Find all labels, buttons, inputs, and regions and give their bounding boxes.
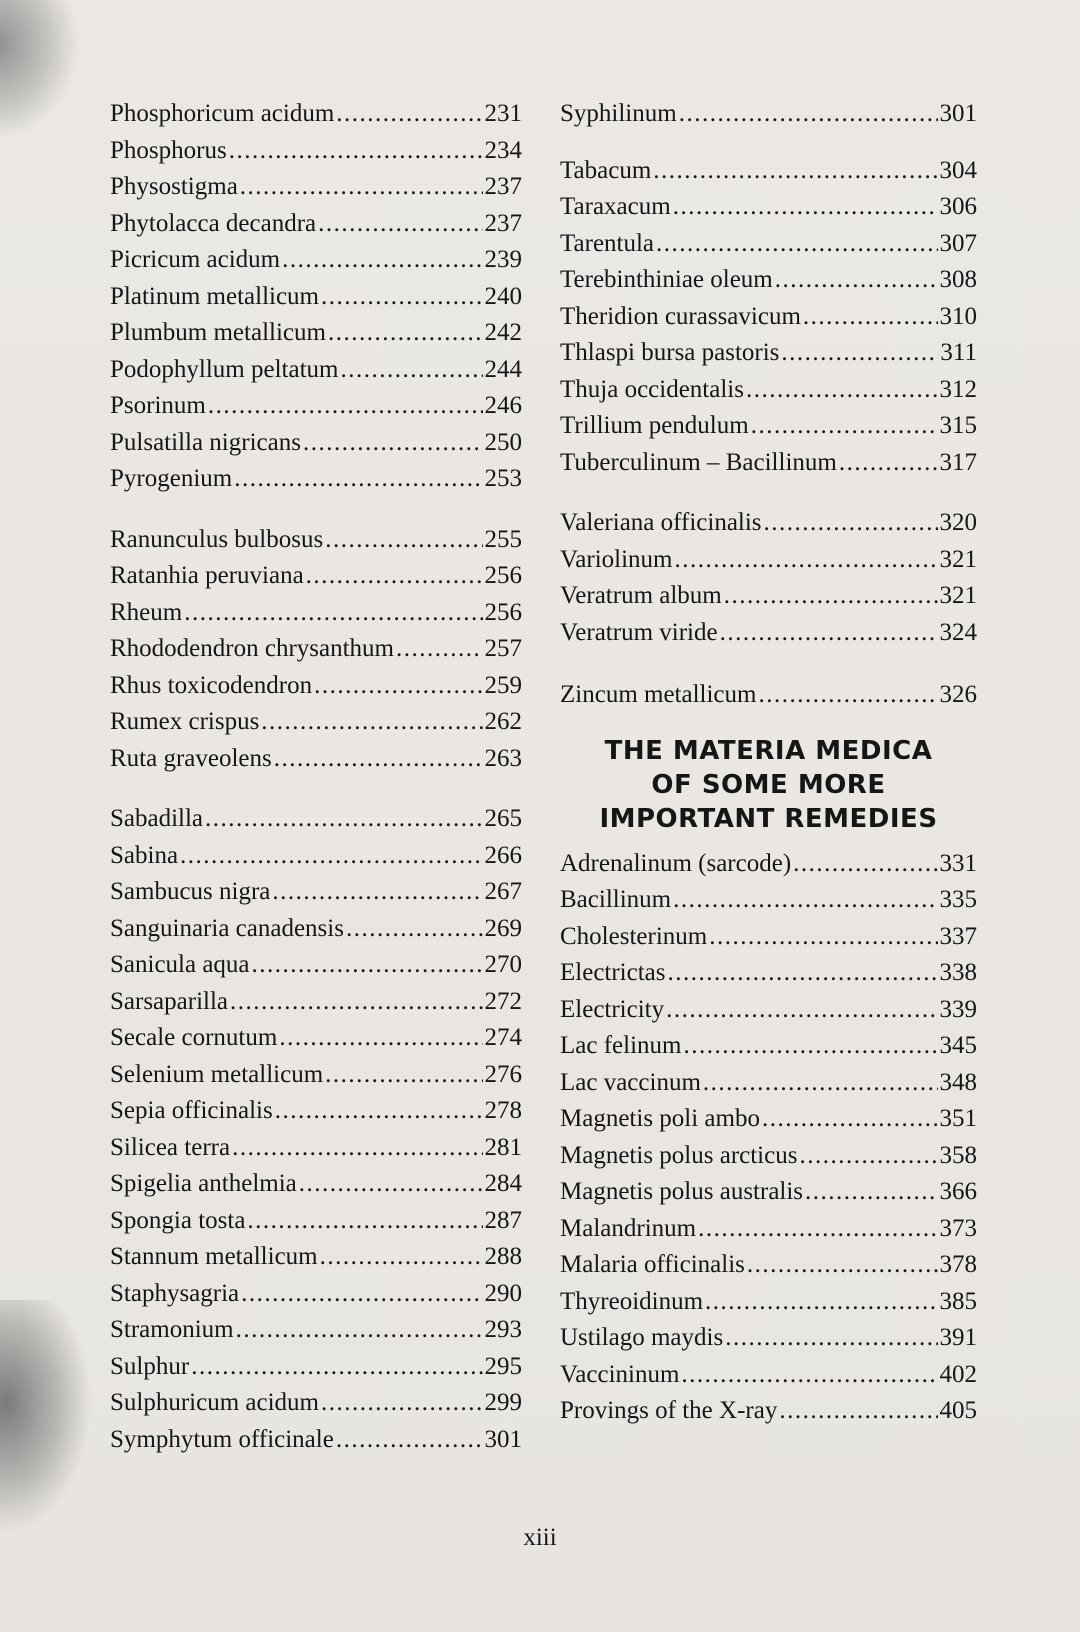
dot-leader — [725, 1320, 937, 1357]
toc-entry-title: Spongia tosta — [110, 1206, 246, 1234]
group-gap — [110, 777, 522, 801]
toc-entry — [560, 1138, 977, 1175]
toc-entry-page-number: 301 — [484, 1425, 522, 1453]
toc-entry-page-number: 257 — [484, 635, 522, 662]
toc-entry-page-number: 256 — [484, 562, 522, 589]
toc-entry-title: Sulphuricum acidum — [110, 1389, 319, 1416]
group-r — [110, 522, 522, 778]
toc-entry-title: Ratanhia peruviana — [110, 562, 304, 589]
contents-left-column — [110, 96, 522, 1458]
dot-leader — [747, 1247, 938, 1284]
toc-entry — [110, 1020, 522, 1057]
toc-entry-page-number: 373 — [939, 1214, 977, 1242]
toc-entry-title: Ustilago maydis — [560, 1324, 724, 1351]
toc-entry-page-number: 385 — [939, 1287, 977, 1315]
group-p — [110, 96, 522, 498]
toc-entry-title: Veratrum viride — [560, 618, 718, 646]
toc-entry-page-number: 339 — [939, 995, 977, 1023]
dot-leader — [805, 1174, 937, 1211]
dot-leader — [396, 631, 483, 668]
toc-entry-page-number: 321 — [939, 582, 977, 609]
toc-entry-title: Bacillinum — [560, 886, 672, 913]
toc-entry-page-number: 265 — [484, 805, 522, 832]
toc-entry — [110, 1422, 522, 1459]
toc-entry-title: Sepia officinalis — [110, 1097, 273, 1124]
toc-entry — [560, 226, 977, 263]
toc-entry — [110, 1130, 522, 1167]
toc-entry-page-number: 338 — [939, 959, 977, 986]
toc-entry-title: Staphysagria — [110, 1279, 240, 1307]
dot-leader — [656, 226, 937, 263]
toc-entry — [110, 984, 522, 1021]
toc-entry — [110, 315, 522, 352]
toc-entry-page-number: 262 — [484, 708, 522, 735]
toc-entry-title: Terebinthiniae oleum — [560, 266, 773, 293]
dot-leader — [252, 947, 483, 984]
toc-entry-page-number: 348 — [939, 1068, 977, 1096]
toc-entry-page-number: 405 — [939, 1397, 977, 1424]
toc-entry — [560, 992, 977, 1029]
dot-leader — [340, 352, 482, 389]
toc-entry — [110, 1276, 522, 1313]
toc-entry — [110, 1385, 522, 1422]
dot-leader — [247, 1203, 482, 1240]
dot-leader — [232, 1130, 482, 1167]
toc-entry — [560, 445, 977, 482]
toc-entry-page-number: 231 — [484, 100, 522, 127]
toc-entry-page-number: 259 — [484, 671, 522, 699]
toc-entry-title: Sulphur — [110, 1352, 190, 1380]
toc-entry-page-number: 378 — [939, 1251, 977, 1278]
dot-leader — [681, 1357, 937, 1394]
toc-entry-title: Stannum metallicum — [110, 1243, 318, 1270]
toc-entry-title: Secale cornutum — [110, 1024, 278, 1051]
toc-entry — [110, 1203, 522, 1240]
dot-leader — [314, 668, 482, 705]
toc-entry-page-number: 301 — [939, 100, 977, 127]
section-heading-line-1: THE MATERIA MEDICA — [604, 735, 933, 766]
group-more-remedies — [560, 846, 977, 1430]
toc-entry-page-number: 239 — [484, 246, 522, 273]
dot-leader — [261, 704, 482, 741]
toc-entry-title: Ruta graveolens — [110, 744, 272, 772]
dot-leader — [208, 388, 483, 425]
dot-leader — [184, 595, 482, 632]
toc-entry — [560, 1211, 977, 1248]
toc-entry-title: Podophyllum peltatum — [110, 355, 339, 383]
toc-entry-title: Cholesterinum — [560, 922, 708, 950]
contents-right-column — [560, 96, 977, 1430]
toc-entry — [110, 279, 522, 316]
toc-entry — [110, 388, 522, 425]
dot-leader — [328, 315, 483, 352]
toc-entry-title: Variolinum — [560, 545, 673, 573]
toc-entry — [110, 461, 522, 498]
toc-entry-title: Valeriana officinalis — [560, 509, 762, 536]
toc-entry-page-number: 320 — [939, 509, 977, 536]
toc-entry-title: Thlaspi bursa pastoris — [560, 339, 780, 366]
toc-entry — [110, 1057, 522, 1094]
dot-leader — [762, 1101, 938, 1138]
toc-entry-title: Adrenalinum (sarcode) — [560, 849, 792, 877]
toc-entry — [110, 631, 522, 668]
toc-entry-title: Magnetis polus arcticus — [560, 1141, 798, 1169]
toc-entry — [110, 668, 522, 705]
toc-entry-page-number: 311 — [940, 339, 977, 366]
toc-entry — [560, 882, 977, 919]
toc-entry — [110, 425, 522, 462]
toc-entry-title: Sambucus nigra — [110, 878, 271, 905]
toc-entry-page-number: 237 — [484, 209, 522, 237]
group-t — [560, 153, 977, 482]
toc-entry-title: Thuja occidentalis — [560, 375, 744, 403]
group-gap — [560, 651, 977, 677]
toc-entry-page-number: 308 — [939, 266, 977, 293]
toc-entry — [110, 595, 522, 632]
group-syphilinum — [560, 96, 977, 133]
toc-entry-page-number: 287 — [484, 1206, 522, 1234]
page-folio: xiii — [523, 1524, 557, 1551]
toc-entry — [560, 1101, 977, 1138]
dot-leader — [705, 1284, 937, 1321]
toc-entry-title: Pulsatilla nigricans — [110, 428, 301, 456]
dot-leader — [793, 846, 937, 883]
toc-entry — [560, 1393, 977, 1430]
toc-entry-page-number: 267 — [484, 878, 522, 905]
toc-entry-page-number: 337 — [939, 922, 977, 950]
toc-entry-page-number: 306 — [939, 193, 977, 220]
toc-entry-title: Sabina — [110, 841, 179, 869]
toc-entry-page-number: 312 — [939, 375, 977, 403]
toc-entry-title: Malaria officinalis — [560, 1251, 745, 1278]
toc-entry-title: Tuberculinum – Bacillinum — [560, 448, 837, 476]
toc-entry-title: Plumbum metallicum — [110, 319, 326, 346]
toc-entry — [560, 615, 977, 652]
toc-entry — [560, 335, 977, 372]
toc-entry-title: Ranunculus bulbosus — [110, 525, 324, 553]
toc-entry-page-number: 266 — [484, 841, 522, 869]
toc-entry-page-number: 307 — [939, 229, 977, 257]
dot-leader — [303, 425, 483, 462]
dot-leader — [703, 1065, 938, 1102]
toc-entry — [560, 955, 977, 992]
toc-entry — [560, 372, 977, 409]
toc-entry — [110, 1093, 522, 1130]
toc-entry-page-number: 250 — [484, 428, 522, 456]
toc-entry-page-number: 256 — [484, 598, 522, 626]
toc-entry-title: Sanicula aqua — [110, 951, 250, 978]
dot-leader — [346, 911, 483, 948]
dot-leader — [746, 372, 938, 409]
toc-entry-title: Electrictas — [560, 959, 666, 986]
toc-entry-page-number: 278 — [484, 1097, 522, 1124]
dot-leader — [325, 1057, 482, 1094]
section-heading-line-2: OF SOME MORE — [651, 769, 886, 800]
toc-entry — [560, 408, 977, 445]
toc-entry-title: Tarentula — [560, 229, 655, 257]
toc-entry-page-number: 270 — [484, 951, 522, 978]
toc-entry-page-number: 253 — [484, 465, 522, 492]
toc-entry-title: Syphilinum — [560, 100, 677, 127]
toc-entry-page-number: 331 — [939, 849, 977, 877]
toc-entry-page-number: 272 — [484, 987, 522, 1015]
toc-entry-title: Rumex crispus — [110, 708, 260, 735]
toc-entry-title: Malandrinum — [560, 1214, 697, 1242]
toc-entry — [110, 1166, 522, 1203]
toc-entry-title: Vaccininum — [560, 1360, 680, 1388]
dot-leader — [336, 1422, 483, 1459]
scan-smudge-top — [0, 0, 80, 140]
dot-leader — [272, 874, 482, 911]
scan-smudge-bottom — [0, 1300, 90, 1530]
dot-leader — [191, 1349, 482, 1386]
group-gap — [560, 481, 977, 505]
toc-entry — [110, 242, 522, 279]
toc-entry — [110, 206, 522, 243]
toc-entry-page-number: 295 — [484, 1352, 522, 1380]
dot-leader — [799, 1138, 937, 1175]
toc-entry-title: Rhododendron chrysanthum — [110, 635, 394, 662]
toc-entry — [560, 262, 977, 299]
toc-entry-page-number: 288 — [484, 1243, 522, 1270]
dot-leader — [180, 838, 482, 875]
dot-leader — [666, 992, 937, 1029]
toc-entry — [560, 1320, 977, 1357]
toc-entry — [560, 96, 977, 133]
dot-leader — [758, 677, 937, 714]
toc-entry — [560, 1174, 977, 1211]
toc-entry-page-number: 242 — [484, 319, 522, 346]
dot-leader — [318, 206, 482, 243]
toc-entry — [560, 1065, 977, 1102]
toc-entry-title: Magnetis poli ambo — [560, 1105, 760, 1132]
toc-entry — [560, 919, 977, 956]
toc-entry-page-number: 299 — [484, 1389, 522, 1416]
dot-leader — [779, 1393, 937, 1430]
toc-entry — [110, 741, 522, 778]
toc-entry-title: Taraxacum — [560, 193, 671, 220]
toc-entry-page-number: 293 — [484, 1316, 522, 1343]
toc-entry-title: Veratrum album — [560, 582, 722, 609]
toc-entry — [110, 169, 522, 206]
toc-entry-page-number: 290 — [484, 1279, 522, 1307]
toc-entry-title: Thyreoidinum — [560, 1287, 704, 1315]
toc-entry-title: Platinum metallicum — [110, 282, 319, 310]
toc-entry — [110, 704, 522, 741]
toc-entry-title: Provings of the X-ray — [560, 1397, 778, 1424]
dot-leader — [698, 1211, 937, 1248]
dot-leader — [321, 1385, 483, 1422]
dot-leader — [724, 578, 938, 615]
toc-entry — [560, 1357, 977, 1394]
toc-entry — [560, 1028, 977, 1065]
dot-leader — [751, 408, 938, 445]
toc-entry-title: Selenium metallicum — [110, 1060, 324, 1088]
toc-entry-page-number: 255 — [484, 525, 522, 553]
dot-leader — [675, 542, 938, 579]
toc-entry — [110, 558, 522, 595]
toc-entry-page-number: 240 — [484, 282, 522, 310]
toc-entry-title: Symphytum officinale — [110, 1425, 334, 1453]
toc-entry — [110, 133, 522, 170]
toc-entry-page-number: 269 — [484, 914, 522, 942]
group-s — [110, 801, 522, 1458]
toc-entry — [110, 1349, 522, 1386]
toc-entry-title: Physostigma — [110, 173, 238, 200]
toc-entry — [560, 505, 977, 542]
group-v — [560, 505, 977, 651]
dot-leader — [679, 96, 938, 133]
toc-entry-title: Magnetis polus australis — [560, 1178, 804, 1205]
dot-leader — [320, 1239, 483, 1276]
dot-leader — [241, 1276, 482, 1313]
toc-entry-title: Spigelia anthelmia — [110, 1170, 297, 1197]
group-z — [560, 677, 977, 714]
toc-entry-title: Sabadilla — [110, 805, 204, 832]
toc-entry-page-number: 304 — [939, 156, 977, 184]
toc-entry-page-number: 317 — [939, 448, 977, 476]
toc-entry — [560, 1284, 977, 1321]
dot-leader — [230, 984, 482, 1021]
toc-entry-title: Phosphoricum acidum — [110, 100, 335, 127]
group-gap — [110, 498, 522, 522]
toc-entry-page-number: 324 — [939, 618, 977, 646]
toc-entry-page-number: 244 — [484, 355, 522, 383]
toc-entry — [560, 189, 977, 226]
toc-entry-title: Phytolacca decandra — [110, 209, 317, 237]
toc-entry-page-number: 321 — [939, 545, 977, 573]
dot-leader — [275, 1093, 483, 1130]
toc-entry-page-number: 366 — [939, 1178, 977, 1205]
toc-entry — [110, 1239, 522, 1276]
toc-entry — [110, 911, 522, 948]
toc-entry — [110, 874, 522, 911]
toc-entry-title: Rheum — [110, 598, 183, 626]
dot-leader — [668, 955, 938, 992]
toc-entry-page-number: 351 — [939, 1105, 977, 1132]
dot-leader — [321, 279, 483, 316]
dot-leader — [803, 299, 938, 336]
dot-leader — [205, 801, 482, 838]
toc-entry-title: Lac felinum — [560, 1032, 682, 1059]
dot-leader — [720, 615, 938, 652]
toc-entry-title: Silicea terra — [110, 1133, 231, 1161]
toc-entry-title: Pyrogenium — [110, 465, 233, 492]
section-heading — [560, 734, 977, 836]
toc-entry — [110, 96, 522, 133]
toc-entry — [560, 1247, 977, 1284]
toc-entry-page-number: 358 — [939, 1141, 977, 1169]
toc-entry — [110, 522, 522, 559]
toc-entry-page-number: 391 — [939, 1324, 977, 1351]
toc-entry-title: Lac vaccinum — [560, 1068, 701, 1096]
section-heading-line-3: IMPORTANT REMEDIES — [599, 803, 938, 834]
toc-entry-title: Sanguinaria canadensis — [110, 914, 344, 942]
toc-entry-title: Stramonium — [110, 1316, 234, 1343]
toc-entry-title: Picricum acidum — [110, 246, 281, 273]
toc-entry — [560, 846, 977, 883]
toc-entry — [560, 578, 977, 615]
toc-entry-title: Electricity — [560, 995, 665, 1023]
toc-entry-title: Phosphorus — [110, 136, 227, 164]
toc-entry — [110, 838, 522, 875]
dot-leader — [781, 335, 938, 372]
dot-leader — [234, 461, 482, 498]
toc-entry — [560, 677, 977, 714]
toc-entry-page-number: 281 — [484, 1133, 522, 1161]
dot-leader — [240, 169, 483, 206]
toc-entry-page-number: 345 — [939, 1032, 977, 1059]
toc-entry-page-number: 315 — [939, 412, 977, 439]
dot-leader — [325, 522, 482, 559]
toc-entry-page-number: 263 — [484, 744, 522, 772]
dot-leader — [336, 96, 482, 133]
toc-entry-page-number: 246 — [484, 392, 522, 419]
toc-entry-page-number: 284 — [484, 1170, 522, 1197]
dot-leader — [274, 741, 483, 778]
toc-entry — [110, 947, 522, 984]
group-gap — [560, 133, 977, 153]
dot-leader — [306, 558, 483, 595]
toc-entry — [110, 1312, 522, 1349]
toc-entry-page-number: 310 — [939, 302, 977, 330]
toc-entry — [560, 542, 977, 579]
toc-entry — [110, 801, 522, 838]
toc-entry — [560, 153, 977, 190]
toc-entry-title: Theridion curassavicum — [560, 302, 801, 330]
dot-leader — [236, 1312, 483, 1349]
toc-entry — [560, 299, 977, 336]
toc-entry-title: Trillium pendulum — [560, 412, 749, 439]
dot-leader — [764, 505, 938, 542]
toc-entry-page-number: 335 — [939, 886, 977, 913]
dot-leader — [709, 919, 937, 956]
toc-entry-title: Psorinum — [110, 392, 206, 419]
dot-leader — [673, 189, 938, 226]
toc-entry-title: Zincum metallicum — [560, 681, 757, 708]
dot-leader — [839, 445, 938, 482]
dot-leader — [775, 262, 938, 299]
toc-entry-page-number: 276 — [484, 1060, 522, 1088]
toc-entry-title: Rhus toxicodendron — [110, 671, 313, 699]
toc-entry-title: Tabacum — [560, 156, 652, 184]
toc-entry-page-number: 234 — [484, 136, 522, 164]
toc-entry — [110, 352, 522, 389]
toc-entry-page-number: 402 — [939, 1360, 977, 1388]
dot-leader — [299, 1166, 483, 1203]
dot-leader — [229, 133, 483, 170]
toc-entry-page-number: 237 — [484, 173, 522, 200]
dot-leader — [282, 242, 482, 279]
toc-entry-page-number: 326 — [939, 681, 977, 708]
toc-entry-title: Sarsaparilla — [110, 987, 229, 1015]
dot-leader — [653, 153, 937, 190]
dot-leader — [673, 882, 937, 919]
dot-leader — [279, 1020, 482, 1057]
toc-entry-page-number: 274 — [484, 1024, 522, 1051]
dot-leader — [683, 1028, 937, 1065]
